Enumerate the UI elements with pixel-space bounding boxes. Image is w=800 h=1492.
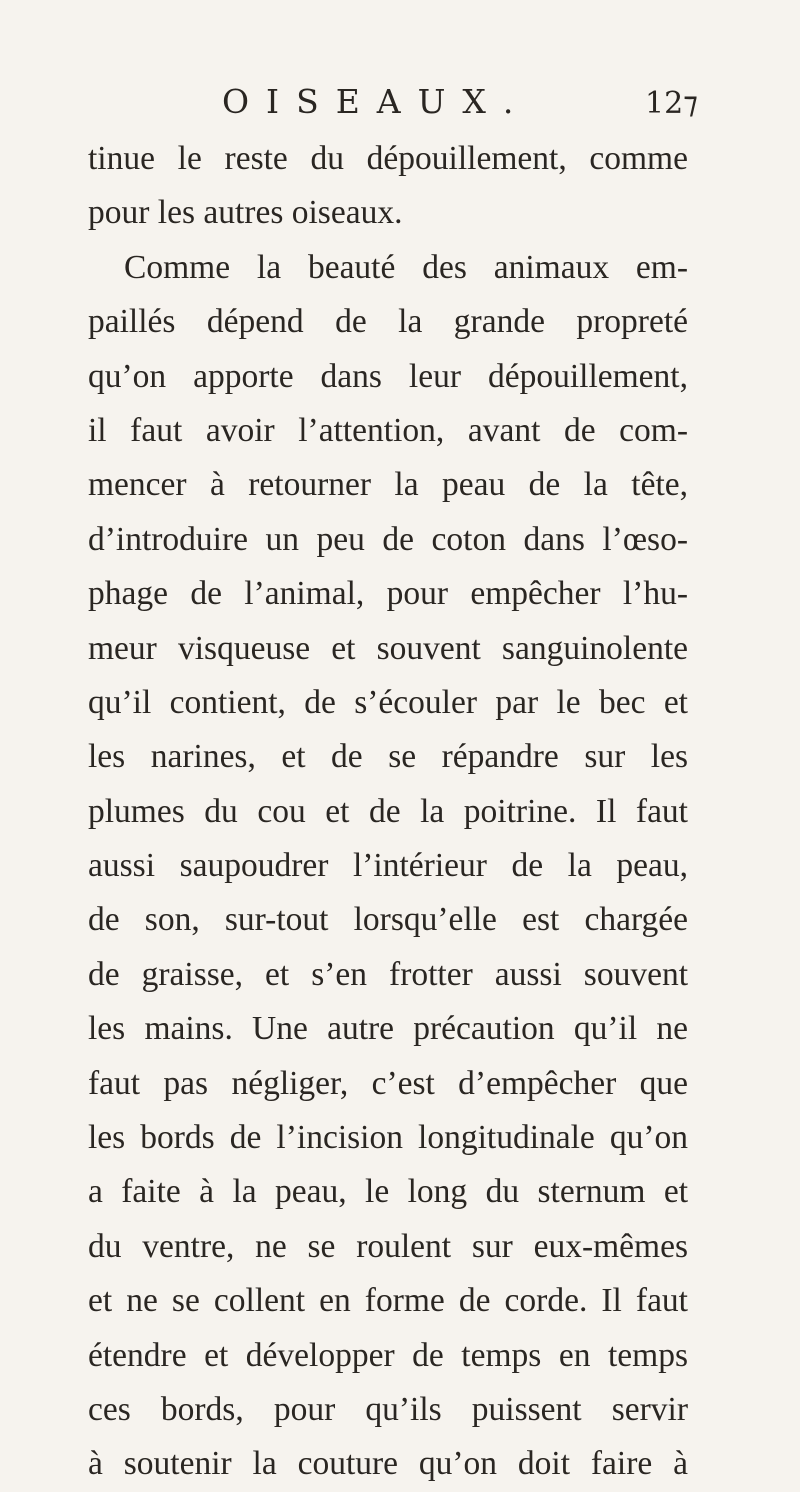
text-line: les mains. Une autre précaution qu’il ne bbox=[88, 1010, 688, 1048]
text-line: qu’il contient, de s’écouler par le bec et bbox=[88, 683, 688, 721]
text-line: faut pas négliger, c’est d’empêcher que bbox=[88, 1064, 688, 1102]
running-title: OISEAUX. bbox=[222, 82, 531, 121]
text-line: qu’on apporte dans leur dépouillement, bbox=[88, 357, 688, 395]
text-line: et ne se collent en forme de corde. Il faut bbox=[88, 1282, 688, 1320]
text-line: de graisse, et s’en frotter aussi souvent bbox=[88, 955, 688, 993]
text-line: tinue le reste du dépouillement, comme bbox=[88, 140, 688, 177]
text-line: Comme la beauté des animaux em- bbox=[124, 248, 688, 286]
text-line: du ventre, ne se roulent sur eux-mêmes bbox=[88, 1227, 688, 1265]
text-line: plumes du cou et de la poitrine. Il faut bbox=[88, 792, 688, 830]
text-line: les bords de l’incision longitudinale qu’on bbox=[88, 1119, 688, 1157]
text-line: d’introduire un peu de coton dans l’œso- bbox=[88, 520, 688, 558]
text-line: aussi saupoudrer l’intérieur de la peau, bbox=[88, 847, 688, 885]
text-line: pour les autres oiseaux. bbox=[88, 194, 403, 232]
text-line: meur visqueuse et souvent sanguinolente bbox=[88, 629, 688, 667]
text-line: à soutenir la couture qu’on doit faire à bbox=[88, 1445, 688, 1483]
text-line: les narines, et de se répandre sur les bbox=[88, 738, 688, 776]
page-number: 12⁊ bbox=[645, 86, 699, 121]
running-header bbox=[0, 82, 800, 122]
text-line: de son, sur-tout lorsqu’elle est chargée bbox=[88, 901, 688, 939]
text-line: ces bords, pour qu’ils puissent servir bbox=[88, 1390, 688, 1428]
text-line: paillés dépend de la grande propreté bbox=[88, 303, 688, 341]
text-line: il faut avoir l’attention, avant de com- bbox=[88, 411, 688, 449]
text-line: phage de l’animal, pour empêcher l’hu- bbox=[88, 575, 688, 613]
text-line: étendre et développer de temps en temps bbox=[88, 1336, 688, 1374]
text-line: a faite à la peau, le long du sternum et bbox=[88, 1173, 688, 1211]
body-text bbox=[88, 132, 688, 1492]
text-line: mencer à retourner la peau de la tête, bbox=[88, 466, 688, 504]
